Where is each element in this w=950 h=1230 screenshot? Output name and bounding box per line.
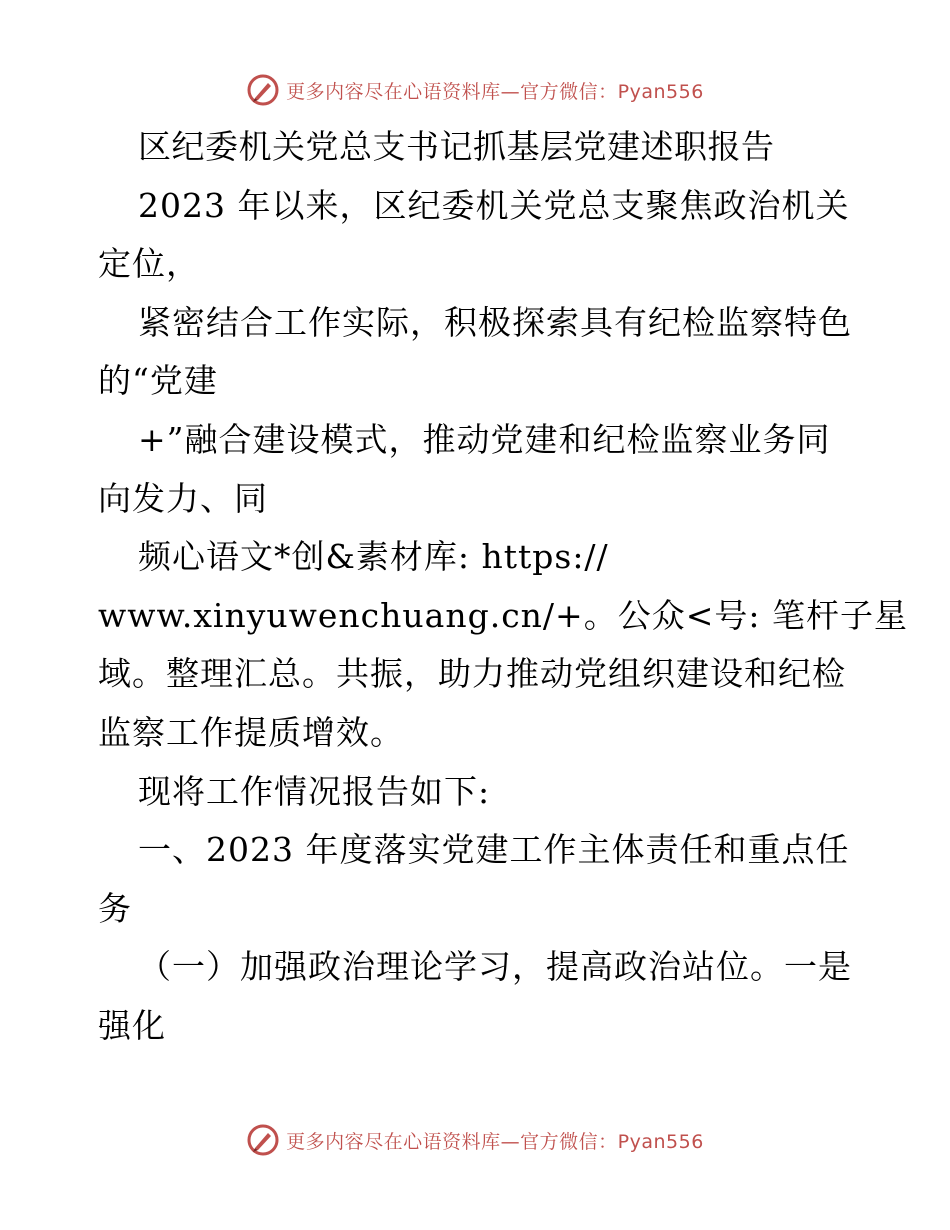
- document-title: 区纪委机关党总支书记抓基层党建述职报告: [138, 127, 775, 166]
- footer-banner-text: 更多内容尽在心语资料库—官方微信：Pyan556: [286, 1130, 704, 1153]
- paragraph-line: 2023 年以来，区纪委机关党总支聚焦政治机关: [138, 185, 850, 225]
- paragraph-line: 的“党建: [98, 361, 218, 401]
- section-heading: 一、2023 年度落实党建工作主体责任和重点任: [138, 830, 850, 870]
- paragraph-line: 现将工作情况报告如下:: [138, 771, 491, 811]
- header-banner: [0, 70, 950, 110]
- paragraph-line: www.xinyuwenchuang.cn/+。公众<号: 笔杆子星: [98, 595, 908, 635]
- paragraph-line: 监察工作提质增效。: [98, 712, 404, 752]
- paragraph-line: +”融合建设模式，推动党建和纪检监察业务同: [138, 419, 831, 459]
- paragraph-line: 定位，: [98, 244, 200, 284]
- paragraph-line: 域。整理汇总。共振，助力推动党组织建设和纪检: [98, 654, 846, 694]
- paragraph-line: 频心语文*创&素材库: https://: [138, 537, 609, 577]
- paragraph-line: 强化: [98, 1005, 166, 1045]
- header-banner-text: 更多内容尽在心语资料库—官方微信：Pyan556: [286, 80, 704, 103]
- paragraph-line: 向发力、同: [98, 478, 268, 518]
- section-heading: 务: [98, 888, 132, 928]
- paragraph-line: 紧密结合工作实际，积极探索具有纪检监察特色: [138, 302, 852, 342]
- pen-circle-logo-icon: [246, 73, 280, 107]
- document-body: [98, 118, 908, 1056]
- subsection-heading: （一）加强政治理论学习，提高政治站位。一是: [138, 947, 852, 987]
- pen-circle-logo-icon: [246, 1123, 280, 1157]
- footer-banner: [0, 1120, 950, 1160]
